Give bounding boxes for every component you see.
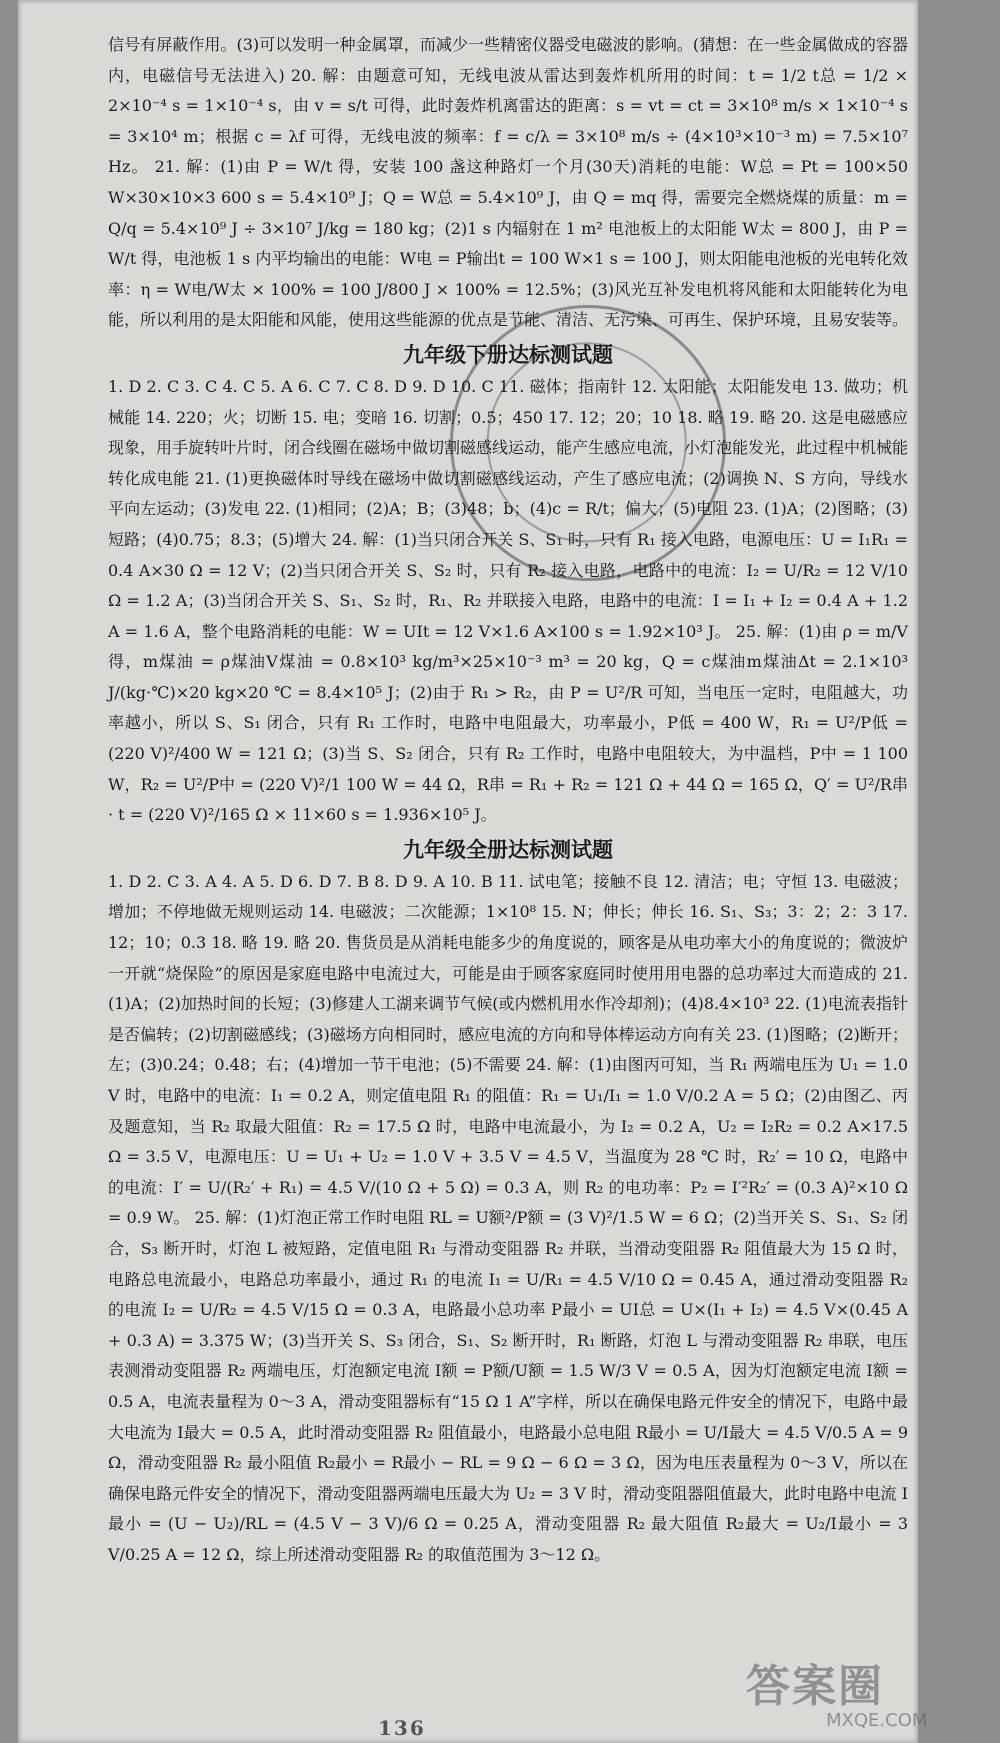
- watermark-url: MXQE.COM: [826, 1710, 928, 1731]
- section-heading-grade9-second: 九年级下册达标测试题: [403, 341, 613, 367]
- document-body: [108, 30, 908, 1571]
- answer-paragraph-2: 1. D 2. C 3. C 4. C 5. A 6. C 7. C 8. D 9. D 10. C 11. 磁体；指南针 12. 太阳能；太阳能发电 13. 做功；机械能 14. 220；火；切断 15. 电；变暗 16. 切割；0.5；450 17. 12；20；10 18. 略 19. 略 20. 这是电磁感应现象，用手旋转叶片时，闭合线圈在磁场中做切割磁感线运动，能产生感应电流，小灯泡能发光，此过程中机械能转化成电能 21. (1)更换磁体时导线在磁场中做切割磁感线运动，产生了感应电流；(2)调换 N、S 方向，导线水平向左运动；(3)发电 22. (1)相同；(2)A；B；(3)48；b；(4)c = R/t；偏大；(5)电阻 23. (1)A；(2)图略；(3)短路；(4)0.75；8.3；(5)增大 24. 解：(1)当只闭合开关 S、S₁ 时，只有 R₁ 接入电路，电源电压：U = I₁R₁ = 0.4 A×30 Ω = 12 V；(2)当只闭合开关 S、S₂ 时，只有 R₂ 接入电路，电路中的电流：I₂ = U/R₂ = 12 V/10 Ω = 1.2 A；(3)当闭合开关 S、S₁、S₂ 时，R₁、R₂ 并联接入电路，电路中的电流：I = I₁ + I₂ = 0.4 A + 1.2 A = 1.6 A，整个电路消耗的电能：W = UIt = 12 V×1.6 A×100 s = 1.92×10³ J。 25. 解：(1)由 ρ = m/V 得，m煤油 = ρ煤油V煤油 = 0.8×10³ kg/m³×25×10⁻³ m³ = 20 kg，Q = c煤油m煤油Δt = 2.1×10³ J/(kg·℃)×20 kg×20 ℃ = 8.4×10⁵ J；(2)由于 R₁ > R₂，由 P = U²/R 可知，当电压一定时，电阻越大，功率越小，所以 S、S₁ 闭合，只有 R₁ 工作时，电路中电阻最大，功率最小，P低 = 400 W，R₁ = U²/P低 = (220 V)²/400 W = 121 Ω；(3)当 S、S₂ 闭合，只有 R₂ 工作时，电路中电阻较大，为中温档，P中 = 1 100 W，R₂ = U²/P中 = (220 V)²/1 100 W = 44 Ω，R串 = R₁ + R₂ = 121 Ω + 44 Ω = 165 Ω，Q′ = U²/R串 · t = (220 V)²/165 Ω × 11×60 s = 1.936×10⁵ J。: [108, 376, 909, 825]
- site-watermark-logo: [740, 1650, 990, 1738]
- answer-page: [18, 0, 918, 1743]
- answer-paragraph-3: 1. D 2. C 3. A 4. A 5. D 6. D 7. B 8. D 9. A 10. B 11. 试电笔；接触不良 12. 清洁；电；守恒 13. 电磁波；增加；不停地做无规则运动 14. 电磁波；二次能源；1×10⁸ 15. N；伸长；伸长 16. S₁、S₃；3：2；2：3 17. 12；10；0.3 18. 略 19. 略 20. 售货员是从消耗电能多少的角度说的，顾客是从电功率大小的角度说的；微波炉一开就“烧保险”的原因是家庭电路中电流过大，可能是由于顾客家庭同时使用用电器的总功率过大而造成的 21. (1)A；(2)加热时间的长短；(3)修建人工湖来调节气候(或内燃机用水作冷却剂)；(4)8.4×10³ 22. (1)电流表指针是否偏转；(2)切割磁感线；(3)磁场方向相同时，感应电流的方向和导体棒运动方向有关 23. (1)图略；(2)断开；左；(3)0.24；0.48；右；(4)增加一节干电池；(5)不需要 24. 解：(1)由图丙可知，当 R₁ 两端电压为 U₁ = 1.0 V 时，电路中的电流：I₁ = 0.2 A，则定值电阻 R₁ 的阻值：R₁ = U₁/I₁ = 1.0 V/0.2 A = 5 Ω；(2)由图乙、丙及题意知，当 R₂ 取最大阻值：R₂ = 17.5 Ω 时，电路中电流最小，为 I₂ = 0.2 A，U₂ = I₂R₂ = 0.2 A×17.5 Ω = 3.5 V，电源电压：U = U₁ + U₂ = 1.0 V + 3.5 V = 4.5 V，当温度为 28 ℃ 时，R₂′ = 10 Ω，电路中的电流：I′ = U/(R₂′ + R₁) = 4.5 V/(10 Ω + 5 Ω) = 0.3 A，则 R₂ 的电功率：P₂ = I′²R₂′ = (0.3 A)²×10 Ω = 0.9 W。 25. 解：(1)灯泡正常工作时电阻 RL = U额²/P额 = (3 V)²/1.5 W = 6 Ω；(2)当开关 S、S₁、S₂ 闭合，S₃ 断开时，灯泡 L 被短路，定值电阻 R₁ 与滑动变阻器 R₂ 并联，当滑动变阻器 R₂ 阻值最大为 15 Ω 时，电路总电流最小，电路总功率最小，通过 R₁ 的电流 I₁ = U/R₁ = 4.5 V/10 Ω = 0.45 A，通过滑动变阻器 R₂ 的电流 I₂ = U/R₂ = 4.5 V/15 Ω = 0.3 A，电路最小总功率 P最小 = UI总 = U×(I₁ + I₂) = 4.5 V×(0.45 A + 0.3 A) = 3.375 W；(3)当开关 S、S₃ 闭合，S₁、S₂ 断开时，R₁ 断路，灯泡 L 与滑动变阻器 R₂ 串联，电压表测滑动变阻器 R₂ 两端电压，灯泡额定电流 I额 = P额/U额 = 1.5 W/3 V = 0.5 A，因为灯泡额定电流 I额 = 0.5 A，电流表量程为 0～3 A，滑动变阻器标有“15 Ω 1 A”字样，所以在确保电路元件安全的情况下，电路中最大电流为 I最大 = 0.5 A，此时滑动变阻器 R₂ 阻值最小，电路最小总电阻 R最小 = U/I最大 = 4.5 V/0.5 A = 9 Ω，滑动变阻器 R₂ 最小阻值 R₂最小 = R最小 − RL = 9 Ω − 6 Ω = 3 Ω，因为电压表量程为 0～3 V，所以在确保电路元件安全的情况下，滑动变阻器两端电压最大为 U₂ = 3 V 时，滑动变阻器阻值最大，此时电路中电流 I最小 = (U − U₂)/RL = (4.5 V − 3 V)/6 Ω = 0.25 A，滑动变阻器 R₂ 最大阻值 R₂最大 = U₂/I最小 = 3 V/0.25 A = 12 Ω，综上所述滑动变阻器 R₂ 的取值范围为 3～12 Ω。: [108, 871, 908, 1564]
- section-heading-grade9-full: 九年级全册达标测试题: [403, 836, 613, 862]
- answer-paragraph-1: 信号有屏蔽作用。(3)可以发明一种金属罩，而减少一些精密仪器受电磁波的影响。(猜想：在一些金属做成的容器内，电磁信号无法进入) 20. 解：由题意可知，无线电波从雷达到轰炸机所用的时间：t = 1/2 t总 = 1/2 × 2×10⁻⁴ s = 1×10⁻⁴ s，由 v = s/t 可得，此时轰炸机离雷达的距离：s = vt = ct = 3×10⁸ m/s × 1×10⁻⁴ s = 3×10⁴ m；根据 c = λf 可得，无线电波的频率：f = c/λ = 3×10⁸ m/s ÷ (4×10³×10⁻³ m) = 7.5×10⁷ Hz。 21. 解：(1)由 P = W/t 得，安装 100 盏这种路灯一个月(30天)消耗的电能：W总 = Pt = 100×50 W×30×10×3 600 s = 5.4×10⁹ J；Q = W总 = 5.4×10⁹ J，由 Q = mq 得，需要完全燃烧煤的质量：m = Q/q = 5.4×10⁹ J ÷ 3×10⁷ J/kg = 180 kg；(2)1 s 内辐射在 1 m² 电池板上的太阳能 W太 = 800 J，由 P = W/t 得，电池板 1 s 内平均输出的电能：W电 = P输出t = 100 W×1 s = 100 J，则太阳能电池板的光电转化效率：η = W电/W太 × 100% = 100 J/800 J × 100% = 12.5%；(3)风光互补发电机将风能和太阳能转化为电能，所以利用的是太阳能和风能，使用这些能源的优点是节能、清洁、无污染、可再生、保护环境，且易安装等。: [108, 35, 909, 330]
- page-number: 136: [378, 1716, 426, 1740]
- watermark-text: 答案圈: [746, 1661, 884, 1712]
